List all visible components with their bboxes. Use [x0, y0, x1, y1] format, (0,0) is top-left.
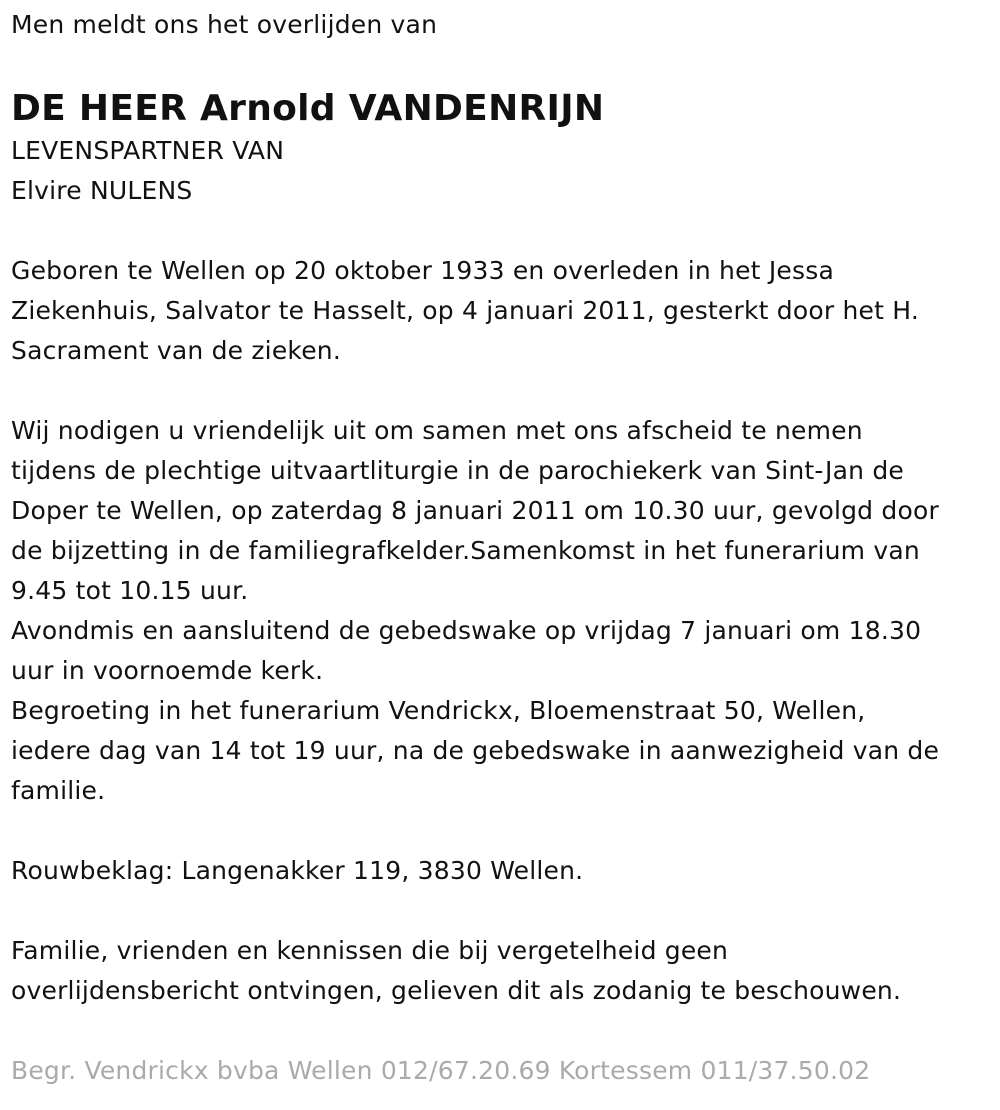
relation-label: LEVENSPARTNER VAN	[11, 136, 285, 165]
paragraph-line: uur in voornoemde kerk.	[11, 656, 324, 685]
paragraph-line: Doper te Wellen, op zaterdag 8 januari 2011 om 10.30 uur, gevolgd door	[11, 496, 939, 525]
obituary-notice	[11, 0, 986, 1091]
paragraph-line: familie.	[11, 776, 106, 805]
paragraph-line: iedere dag van 14 tot 19 uur, na de gebedswake in aanwezigheid van de	[11, 736, 940, 765]
paragraph-line: Ziekenhuis, Salvator te Hasselt, op 4 januari 2011, gesterkt door het H.	[11, 296, 919, 325]
paragraph-line: Avondmis en aansluitend de gebedswake op vrijdag 7 januari om 18.30	[11, 616, 922, 645]
spacer	[11, 371, 986, 411]
paragraph-line: de bijzetting in de familiegrafkelder.Samenkomst in het funerarium van	[11, 536, 920, 565]
partner-name: Elvire NULENS	[11, 176, 193, 205]
paragraph-line: Begroeting in het funerarium Vendrickx, Bloemenstraat 50, Wellen,	[11, 696, 866, 725]
birth-death-paragraph	[11, 251, 986, 371]
service-paragraph	[11, 411, 986, 811]
notice-paragraph	[11, 931, 986, 1011]
deceased-name: DE HEER Arnold VANDENRIJN	[11, 88, 605, 129]
paragraph-line: Familie, vrienden en kennissen die bij vergetelheid geen	[11, 936, 729, 965]
funeral-home-footer: Begr. Vendrickx bvba Wellen 012/67.20.69 Kortessem 011/37.50.02	[11, 1056, 871, 1085]
paragraph-line: Geboren te Wellen op 20 oktober 1933 en overleden in het Jessa	[11, 256, 834, 285]
spacer	[11, 811, 986, 851]
spacer	[11, 891, 986, 931]
paragraph-line: Sacrament van de zieken.	[11, 336, 341, 365]
paragraph-line: tijdens de plechtige uitvaartliturgie in de parochiekerk van Sint-Jan de	[11, 456, 904, 485]
intro-text: Men meldt ons het overlijden van	[11, 10, 438, 39]
condolence-address: Rouwbeklag: Langenakker 119, 3830 Wellen.	[11, 856, 584, 885]
paragraph-line: Wij nodigen u vriendelijk uit om samen met ons afscheid te nemen	[11, 416, 863, 445]
paragraph-line: overlijdensbericht ontvingen, gelieven dit als zodanig te beschouwen.	[11, 976, 902, 1005]
paragraph-line: 9.45 tot 10.15 uur.	[11, 576, 249, 605]
spacer	[11, 211, 986, 251]
